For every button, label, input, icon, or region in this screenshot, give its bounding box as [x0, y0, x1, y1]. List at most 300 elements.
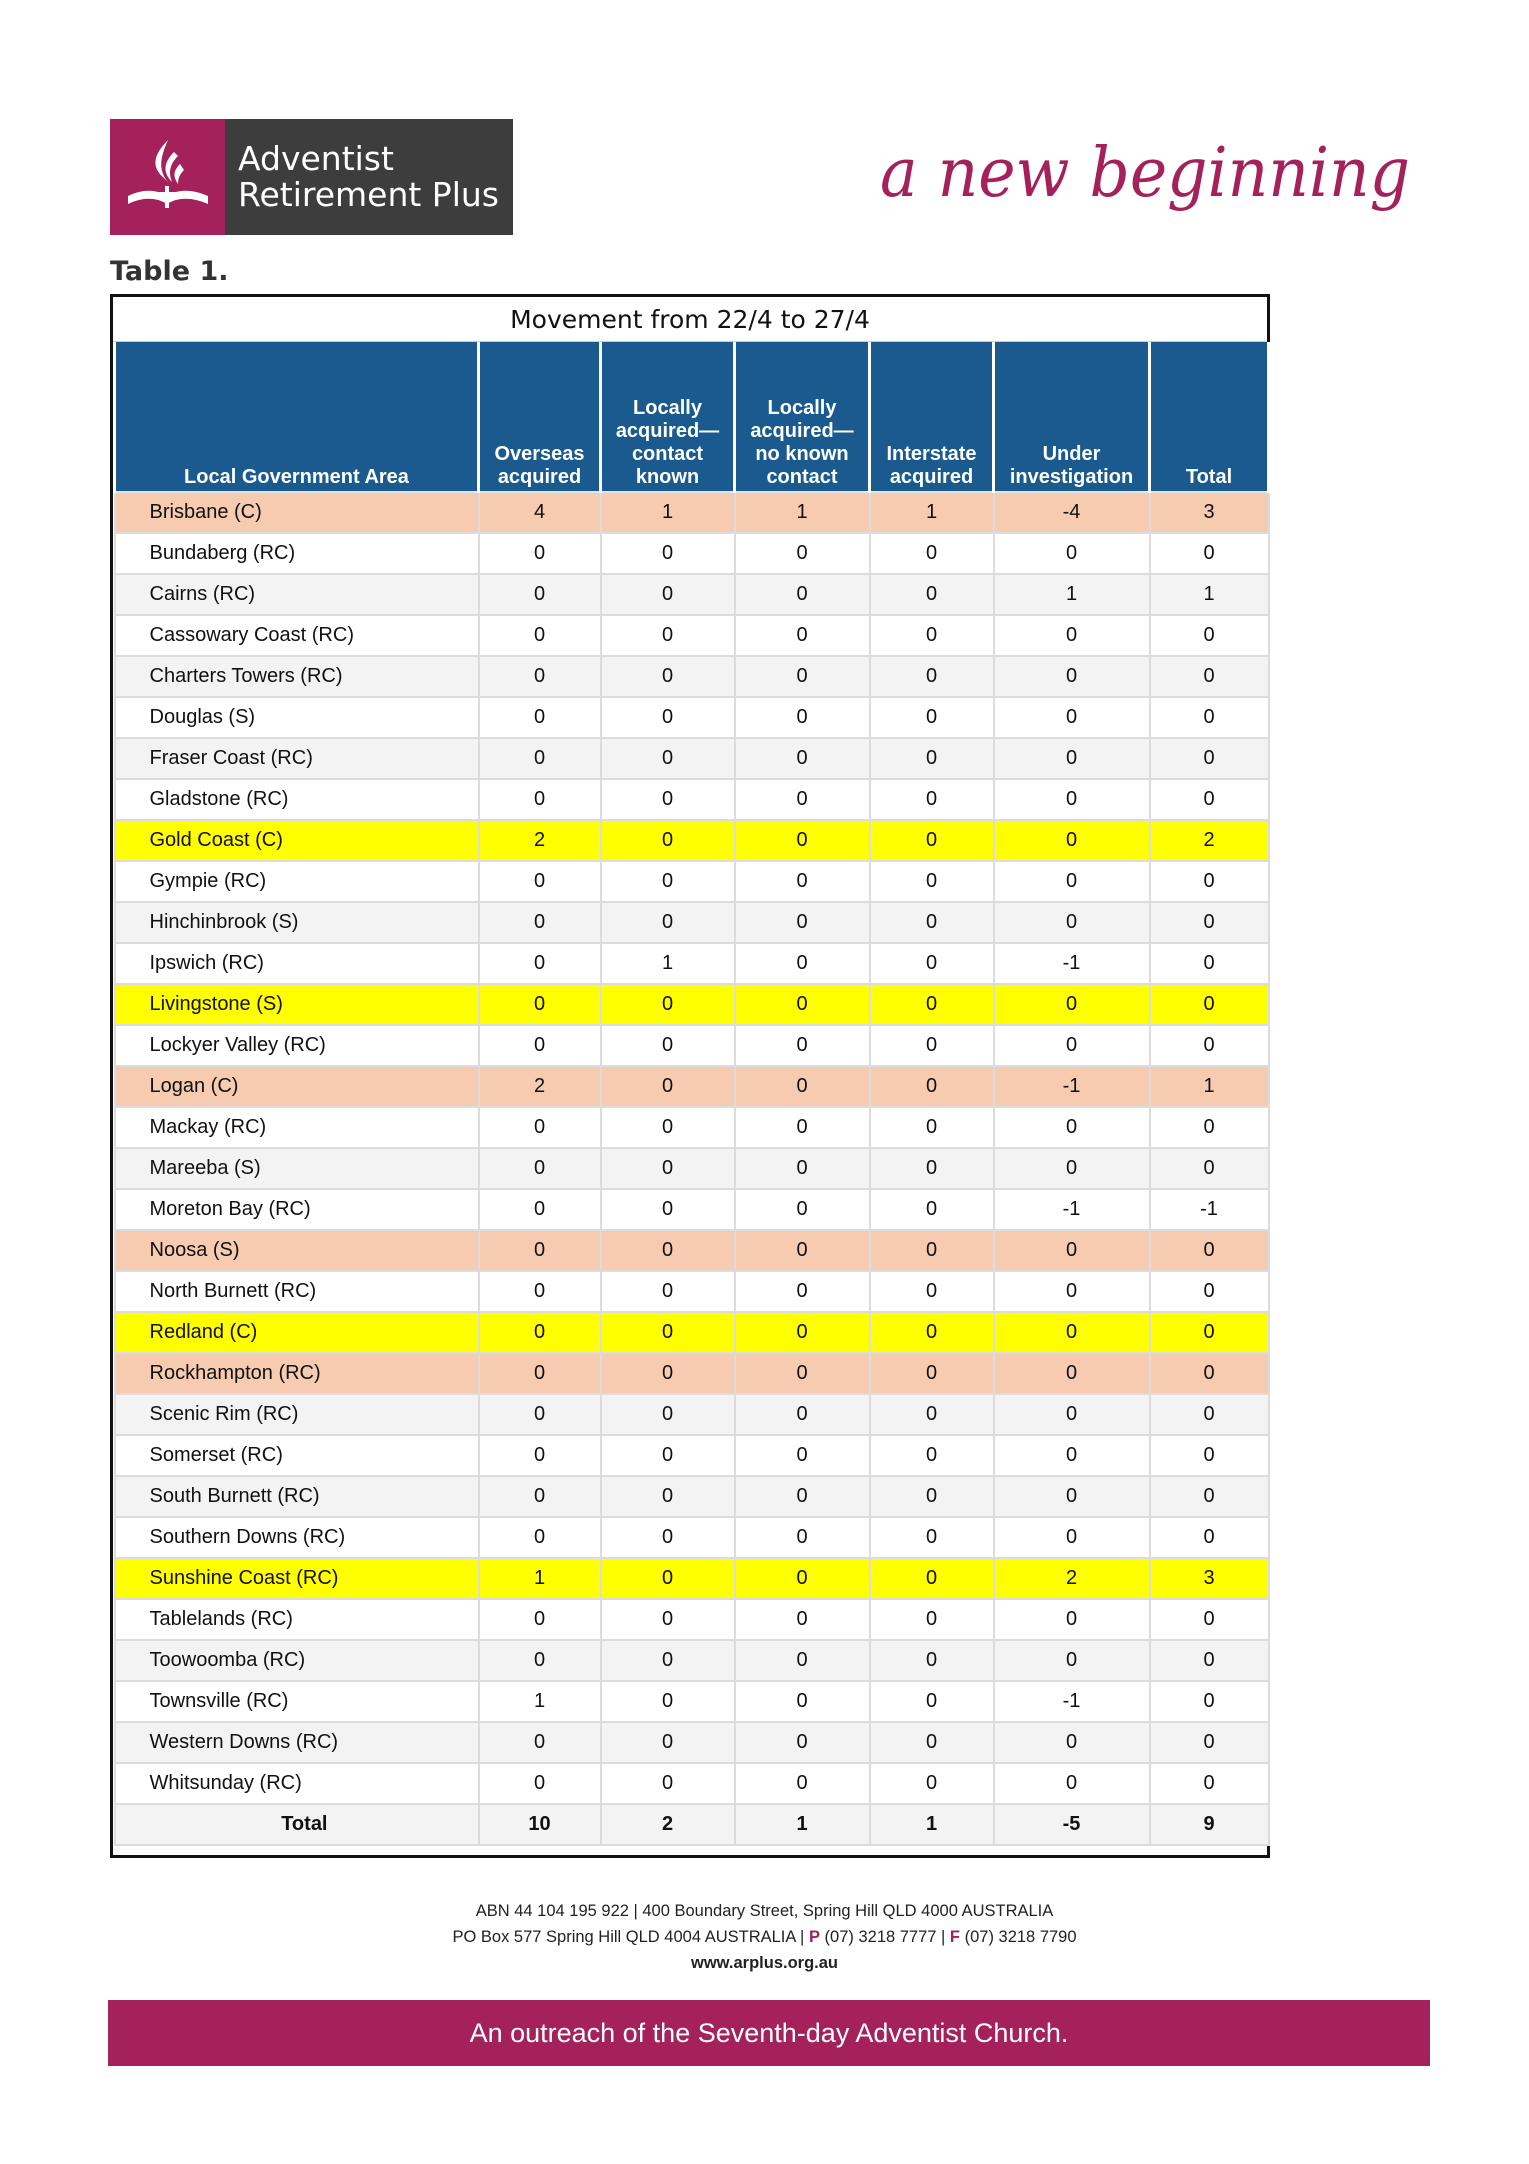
value-cell: 0: [870, 1435, 994, 1476]
value-cell: 0: [1150, 1148, 1269, 1189]
value-cell: 0: [994, 1394, 1150, 1435]
table-row: [115, 1025, 1269, 1066]
value-cell: 0: [735, 1271, 870, 1312]
value-cell: 2: [601, 1804, 735, 1845]
value-cell: 0: [1150, 984, 1269, 1025]
value-cell: 0: [1150, 1763, 1269, 1804]
value-cell: -1: [994, 943, 1150, 984]
value-cell: 0: [601, 820, 735, 861]
value-cell: 0: [1150, 1681, 1269, 1722]
value-cell: 0: [735, 1476, 870, 1517]
value-cell: 0: [870, 1599, 994, 1640]
value-cell: 0: [735, 1312, 870, 1353]
value-cell: 0: [870, 1353, 994, 1394]
value-cell: 0: [601, 1681, 735, 1722]
value-cell: 0: [870, 1722, 994, 1763]
value-cell: 0: [735, 1640, 870, 1681]
value-cell: 0: [1150, 861, 1269, 902]
lga-name-cell: Douglas (S): [115, 697, 479, 738]
table-row: [115, 574, 1269, 615]
table-row: [115, 1722, 1269, 1763]
value-cell: 0: [479, 1271, 601, 1312]
value-cell: 0: [601, 984, 735, 1025]
value-cell: 1: [601, 943, 735, 984]
value-cell: 0: [601, 1189, 735, 1230]
header-label-line: acquired—: [750, 420, 854, 442]
value-cell: 0: [1150, 1107, 1269, 1148]
value-cell: 1: [601, 492, 735, 533]
value-cell: 1: [870, 1804, 994, 1845]
brand-name-line2: Retirement Plus: [238, 175, 499, 214]
value-cell: 0: [1150, 615, 1269, 656]
value-cell: 0: [1150, 1025, 1269, 1066]
header-label-line: Under: [1042, 443, 1101, 465]
value-cell: 0: [870, 1558, 994, 1599]
value-cell: 0: [1150, 1435, 1269, 1476]
value-cell: 0: [601, 1107, 735, 1148]
phone-label: P: [808, 1928, 820, 1946]
value-cell: 0: [601, 902, 735, 943]
footer-po-box: PO Box 577 Spring Hill QLD 4004 AUSTRALIA |: [452, 1928, 809, 1946]
value-cell: 0: [1150, 943, 1269, 984]
value-cell: 2: [479, 820, 601, 861]
header-label-line: acquired: [889, 466, 974, 488]
table-row: [115, 1230, 1269, 1271]
value-cell: 0: [1150, 779, 1269, 820]
value-cell: 0: [1150, 1599, 1269, 1640]
value-cell: 0: [994, 656, 1150, 697]
lga-name-cell: Gold Coast (C): [115, 820, 479, 861]
footer-contact: [0, 1928, 1529, 1947]
header-overseas: [479, 342, 601, 492]
value-cell: 3: [1150, 1558, 1269, 1599]
value-cell: 0: [870, 697, 994, 738]
value-cell: 0: [479, 533, 601, 574]
value-cell: 0: [1150, 533, 1269, 574]
value-cell: 0: [479, 1476, 601, 1517]
value-cell: 0: [735, 902, 870, 943]
table-row: [115, 1681, 1269, 1722]
value-cell: 0: [1150, 1312, 1269, 1353]
value-cell: 0: [994, 1722, 1150, 1763]
value-cell: 0: [735, 1763, 870, 1804]
table-row: [115, 1312, 1269, 1353]
value-cell: 0: [994, 902, 1150, 943]
value-cell: 0: [994, 1353, 1150, 1394]
value-cell: 0: [479, 1640, 601, 1681]
footer-banner: An outreach of the Seventh-day Adventist Church.: [108, 2000, 1430, 2066]
value-cell: 0: [870, 1763, 994, 1804]
value-cell: 0: [601, 574, 735, 615]
table-row: [115, 1476, 1269, 1517]
lga-name-cell: Ipswich (RC): [115, 943, 479, 984]
value-cell: 0: [601, 1517, 735, 1558]
value-cell: 0: [870, 1517, 994, 1558]
lga-name-cell: Gladstone (RC): [115, 779, 479, 820]
value-cell: 0: [601, 1271, 735, 1312]
value-cell: 0: [870, 1640, 994, 1681]
phone-number: (07) 3218 7777 |: [819, 1928, 950, 1946]
value-cell: 10: [479, 1804, 601, 1845]
value-cell: 0: [870, 1066, 994, 1107]
value-cell: 0: [735, 533, 870, 574]
value-cell: 0: [735, 1599, 870, 1640]
value-cell: 1: [735, 492, 870, 533]
value-cell: 0: [479, 1189, 601, 1230]
value-cell: 0: [479, 1148, 601, 1189]
table-row: [115, 615, 1269, 656]
footer-address: ABN 44 104 195 922 | 400 Boundary Street, Spring Hill QLD 4000 AUSTRALIA: [475, 1902, 1054, 1920]
value-cell: 0: [601, 1435, 735, 1476]
value-cell: -1: [1150, 1189, 1269, 1230]
value-cell: 1: [994, 574, 1150, 615]
website-link[interactable]: www.arplus.org.au: [691, 1954, 838, 1972]
value-cell: 0: [479, 861, 601, 902]
value-cell: 2: [994, 1558, 1150, 1599]
value-cell: 0: [479, 574, 601, 615]
table-row: [115, 738, 1269, 779]
lga-name-cell: Townsville (RC): [115, 1681, 479, 1722]
lga-name-cell: Logan (C): [115, 1066, 479, 1107]
table-row: [115, 1271, 1269, 1312]
value-cell: 0: [479, 738, 601, 779]
value-cell: 0: [870, 1681, 994, 1722]
value-cell: 0: [870, 1025, 994, 1066]
header-label-line: contact: [766, 466, 838, 488]
value-cell: 9: [1150, 1804, 1269, 1845]
table-row: [115, 1763, 1269, 1804]
value-cell: 3: [1150, 492, 1269, 533]
value-cell: 0: [735, 943, 870, 984]
value-cell: 0: [870, 943, 994, 984]
value-cell: 0: [735, 1394, 870, 1435]
lga-name-cell: Sunshine Coast (RC): [115, 1558, 479, 1599]
value-cell: 1: [479, 1681, 601, 1722]
value-cell: 0: [601, 1353, 735, 1394]
value-cell: 0: [1150, 1640, 1269, 1681]
lga-name-cell: Charters Towers (RC): [115, 656, 479, 697]
table-row: [115, 861, 1269, 902]
value-cell: 0: [735, 1353, 870, 1394]
value-cell: 0: [1150, 1353, 1269, 1394]
table-row: [115, 1517, 1269, 1558]
table-row: [115, 1107, 1269, 1148]
value-cell: 0: [870, 984, 994, 1025]
value-cell: 0: [870, 820, 994, 861]
lga-name-cell: Somerset (RC): [115, 1435, 479, 1476]
table-row: [115, 656, 1269, 697]
lga-name-cell: Tablelands (RC): [115, 1599, 479, 1640]
value-cell: 0: [735, 779, 870, 820]
value-cell: 0: [1150, 1722, 1269, 1763]
tagline-text: a new beginning: [880, 134, 1410, 213]
fax-number: (07) 3218 7790: [960, 1928, 1077, 1946]
value-cell: 0: [870, 1230, 994, 1271]
value-cell: 0: [479, 902, 601, 943]
value-cell: 0: [479, 1599, 601, 1640]
value-cell: 0: [479, 1107, 601, 1148]
value-cell: 0: [735, 615, 870, 656]
header-label-line: investigation: [1009, 466, 1134, 488]
value-cell: 0: [735, 984, 870, 1025]
table-row: [115, 1435, 1269, 1476]
value-cell: -1: [994, 1066, 1150, 1107]
value-cell: 0: [870, 1312, 994, 1353]
value-cell: 0: [735, 1681, 870, 1722]
table-row: [115, 1640, 1269, 1681]
value-cell: 0: [735, 1025, 870, 1066]
table-row: [115, 943, 1269, 984]
value-cell: 0: [994, 1230, 1150, 1271]
value-cell: 0: [735, 1066, 870, 1107]
value-cell: 0: [870, 861, 994, 902]
value-cell: 0: [479, 1025, 601, 1066]
value-cell: 0: [870, 902, 994, 943]
value-cell: 0: [870, 1476, 994, 1517]
lga-name-cell: Toowoomba (RC): [115, 1640, 479, 1681]
value-cell: 0: [479, 1763, 601, 1804]
value-cell: 0: [735, 1435, 870, 1476]
movement-table: [110, 294, 1270, 1858]
value-cell: 0: [601, 1066, 735, 1107]
table-row: [115, 533, 1269, 574]
value-cell: 0: [1150, 1476, 1269, 1517]
value-cell: 2: [1150, 820, 1269, 861]
header-interstate: [870, 342, 994, 492]
value-cell: 0: [735, 656, 870, 697]
lga-name-cell: Bundaberg (RC): [115, 533, 479, 574]
value-cell: 0: [479, 1353, 601, 1394]
total-row: [115, 1804, 1269, 1845]
value-cell: 0: [601, 1025, 735, 1066]
value-cell: 0: [1150, 697, 1269, 738]
lga-name-cell: Gympie (RC): [115, 861, 479, 902]
church-emblem-icon: [110, 119, 225, 235]
value-cell: 0: [735, 574, 870, 615]
header-total: [1150, 342, 1269, 492]
table-row: [115, 492, 1269, 533]
value-cell: 0: [601, 1476, 735, 1517]
value-cell: 0: [1150, 902, 1269, 943]
value-cell: 0: [601, 656, 735, 697]
value-cell: 0: [735, 1517, 870, 1558]
value-cell: -1: [994, 1189, 1150, 1230]
value-cell: 0: [994, 1107, 1150, 1148]
value-cell: 1: [870, 492, 994, 533]
lga-name-cell: Total: [115, 1804, 479, 1845]
table-row: [115, 1189, 1269, 1230]
value-cell: 0: [870, 574, 994, 615]
value-cell: 0: [994, 1599, 1150, 1640]
value-cell: 0: [1150, 1517, 1269, 1558]
value-cell: 0: [870, 656, 994, 697]
table-row: [115, 1353, 1269, 1394]
fax-label: F: [949, 1928, 961, 1946]
table-row: [115, 902, 1269, 943]
value-cell: 1: [1150, 574, 1269, 615]
lga-name-cell: Hinchinbrook (S): [115, 902, 479, 943]
value-cell: 0: [601, 779, 735, 820]
table-row: [115, 1558, 1269, 1599]
value-cell: 0: [994, 1435, 1150, 1476]
tagline: [880, 108, 1420, 238]
value-cell: 0: [994, 779, 1150, 820]
header-local-no-contact: [735, 342, 870, 492]
value-cell: 0: [479, 1230, 601, 1271]
value-cell: 0: [601, 1599, 735, 1640]
value-cell: 0: [994, 1640, 1150, 1681]
lga-name-cell: Moreton Bay (RC): [115, 1189, 479, 1230]
value-cell: 0: [994, 1312, 1150, 1353]
value-cell: 0: [735, 1107, 870, 1148]
value-cell: 0: [994, 984, 1150, 1025]
value-cell: 0: [479, 984, 601, 1025]
header-under-investigation: [994, 342, 1150, 492]
header-label-line: Locally: [633, 397, 702, 419]
value-cell: 0: [994, 820, 1150, 861]
value-cell: 0: [479, 779, 601, 820]
lga-name-cell: Redland (C): [115, 1312, 479, 1353]
value-cell: 0: [994, 1148, 1150, 1189]
table-row: [115, 1599, 1269, 1640]
value-cell: 0: [1150, 738, 1269, 779]
lga-name-cell: Southern Downs (RC): [115, 1517, 479, 1558]
table-row: [115, 1394, 1269, 1435]
value-cell: 0: [994, 861, 1150, 902]
header-label-line: no known: [755, 443, 849, 465]
table-row: [115, 820, 1269, 861]
value-cell: 0: [870, 1394, 994, 1435]
value-cell: 0: [479, 656, 601, 697]
value-cell: 0: [601, 1558, 735, 1599]
value-cell: -4: [994, 492, 1150, 533]
table-row: [115, 697, 1269, 738]
value-cell: 0: [601, 861, 735, 902]
value-cell: 0: [870, 1189, 994, 1230]
value-cell: 0: [601, 615, 735, 656]
value-cell: 0: [479, 1394, 601, 1435]
value-cell: 0: [601, 533, 735, 574]
value-cell: 0: [994, 1763, 1150, 1804]
table-body: [115, 492, 1269, 1845]
lga-name-cell: Rockhampton (RC): [115, 1353, 479, 1394]
value-cell: 0: [735, 1189, 870, 1230]
value-cell: 2: [479, 1066, 601, 1107]
value-cell: 0: [479, 1722, 601, 1763]
value-cell: 4: [479, 492, 601, 533]
lga-name-cell: Lockyer Valley (RC): [115, 1025, 479, 1066]
value-cell: 0: [1150, 1271, 1269, 1312]
value-cell: 0: [994, 738, 1150, 779]
value-cell: 0: [870, 615, 994, 656]
value-cell: 0: [479, 615, 601, 656]
header-label-line: Overseas: [494, 443, 585, 465]
value-cell: 1: [1150, 1066, 1269, 1107]
value-cell: 0: [479, 1312, 601, 1353]
header-row: [115, 342, 1269, 492]
value-cell: 1: [479, 1558, 601, 1599]
lga-name-cell: Western Downs (RC): [115, 1722, 479, 1763]
table-caption: Table 1.: [110, 256, 229, 287]
table-title: Movement from 22/4 to 27/4: [113, 297, 1267, 342]
value-cell: 0: [735, 861, 870, 902]
value-cell: 0: [735, 697, 870, 738]
brand-name-line1: Adventist: [238, 139, 394, 178]
value-cell: 0: [735, 1722, 870, 1763]
value-cell: -1: [994, 1681, 1150, 1722]
lga-name-cell: Cassowary Coast (RC): [115, 615, 479, 656]
value-cell: 0: [994, 533, 1150, 574]
value-cell: -5: [994, 1804, 1150, 1845]
value-cell: 0: [994, 1271, 1150, 1312]
header-label-line: Locally: [767, 397, 837, 419]
value-cell: 0: [601, 1394, 735, 1435]
value-cell: 0: [601, 1312, 735, 1353]
value-cell: 0: [735, 820, 870, 861]
value-cell: 0: [994, 615, 1150, 656]
value-cell: 0: [994, 1025, 1150, 1066]
value-cell: 0: [601, 1722, 735, 1763]
lga-name-cell: Noosa (S): [115, 1230, 479, 1271]
value-cell: 0: [1150, 656, 1269, 697]
header-label-line: Total: [1185, 466, 1233, 488]
value-cell: 0: [601, 738, 735, 779]
value-cell: 0: [870, 1107, 994, 1148]
value-cell: 0: [870, 738, 994, 779]
brand-name: [225, 119, 513, 235]
lga-name-cell: Scenic Rim (RC): [115, 1394, 479, 1435]
lga-name-cell: South Burnett (RC): [115, 1476, 479, 1517]
value-cell: 0: [870, 1148, 994, 1189]
data-table: [113, 342, 1270, 1846]
lga-name-cell: Brisbane (C): [115, 492, 479, 533]
value-cell: 0: [870, 533, 994, 574]
lga-name-cell: Mackay (RC): [115, 1107, 479, 1148]
value-cell: 0: [735, 738, 870, 779]
table-row: [115, 984, 1269, 1025]
value-cell: 0: [1150, 1230, 1269, 1271]
value-cell: 0: [601, 1763, 735, 1804]
lga-name-cell: Whitsunday (RC): [115, 1763, 479, 1804]
lga-name-cell: Mareeba (S): [115, 1148, 479, 1189]
lga-name-cell: Livingstone (S): [115, 984, 479, 1025]
value-cell: 0: [735, 1148, 870, 1189]
header-label-line: acquired—: [615, 420, 720, 442]
value-cell: 0: [601, 1640, 735, 1681]
value-cell: 0: [994, 1517, 1150, 1558]
value-cell: 0: [479, 1517, 601, 1558]
table-row: [115, 779, 1269, 820]
header-label-line: acquired: [497, 466, 582, 488]
lga-name-cell: North Burnett (RC): [115, 1271, 479, 1312]
header-label-line: Local Government Area: [184, 466, 409, 488]
value-cell: 0: [601, 1230, 735, 1271]
brand-logo: [110, 119, 513, 235]
value-cell: 0: [601, 697, 735, 738]
table-row: [115, 1066, 1269, 1107]
value-cell: 0: [479, 1435, 601, 1476]
value-cell: 0: [735, 1230, 870, 1271]
header-label-line: contact: [631, 443, 704, 465]
value-cell: 0: [479, 943, 601, 984]
lga-name-cell: Cairns (RC): [115, 574, 479, 615]
value-cell: 0: [735, 1558, 870, 1599]
value-cell: 0: [601, 1148, 735, 1189]
header-label-line: known: [635, 466, 700, 488]
value-cell: 0: [1150, 1394, 1269, 1435]
value-cell: 1: [735, 1804, 870, 1845]
value-cell: 0: [994, 1476, 1150, 1517]
